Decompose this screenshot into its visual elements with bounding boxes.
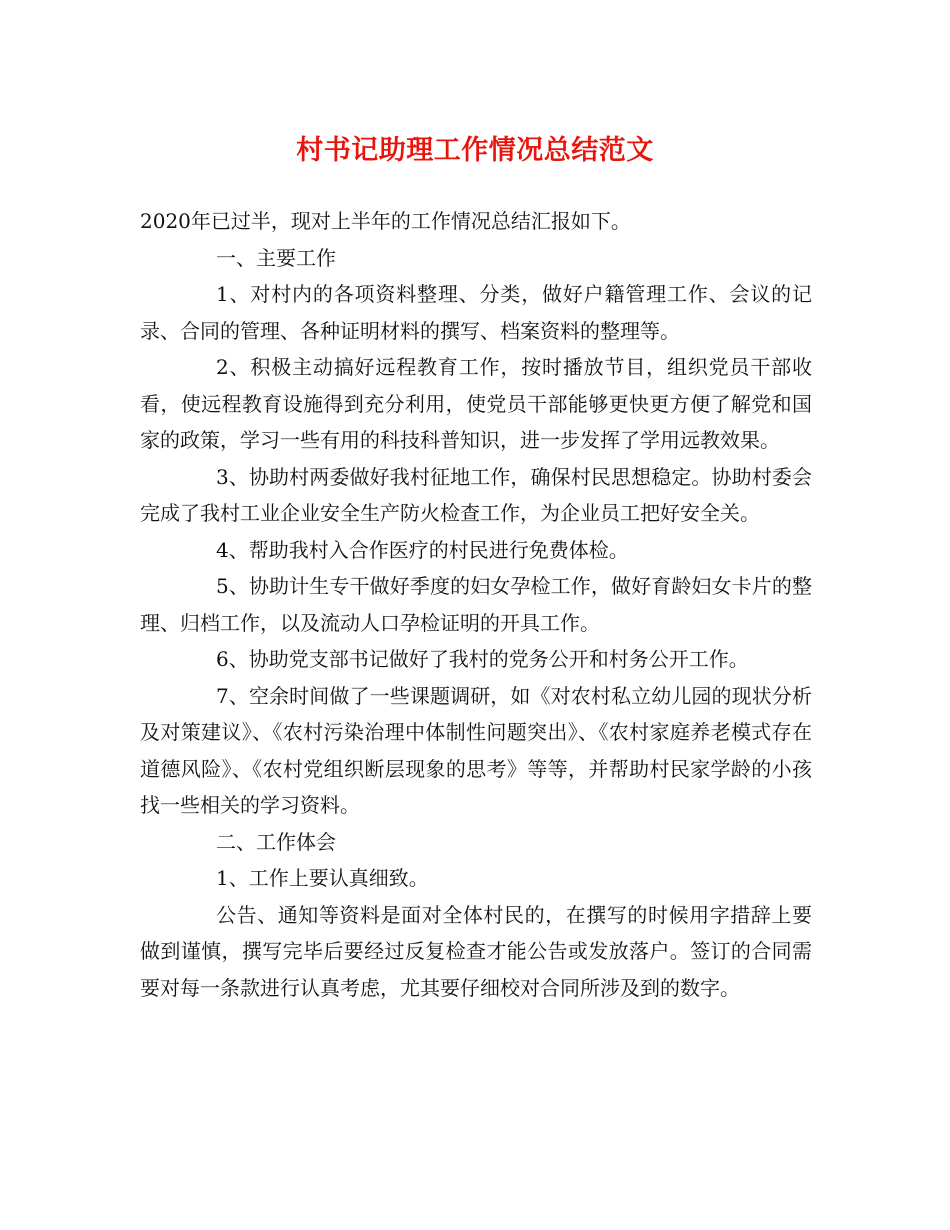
work-item-3: 3、协助村两委做好我村征地工作，确保村民思想稳定。协助村委会完成了我村工业企业安全生产防火检查工作，为企业员工把好安全关。 (140, 464, 812, 525)
work-item-6: 6、协助党支部书记做好了我村的党务公开和村务公开工作。 (216, 647, 749, 671)
section-heading-main-work: 一、主要工作 (216, 245, 336, 270)
document-body (140, 203, 812, 1006)
experience-paragraph: 公告、通知等资料是面对全体村民的，在撰写的时候用字措辞上要做到谨慎，撰写完毕后要经过反复检查才能公告或发放落户。签订的合同需要对每一条款进行认真考虑，尤其要仔细校对合同所涉及到的数字。 (140, 902, 812, 1000)
document-title: 村书记助理工作情况总结范文 (296, 135, 654, 166)
work-item-5: 5、协助计生专干做好季度的妇女孕检工作，做好育龄妇女卡片的整理、归档工作，以及流动人口孕检证明的开具工作。 (140, 574, 812, 635)
work-item-1: 1、对村内的各项资料整理、分类，做好户籍管理工作、会议的记录、合同的管理、各种证明材料的撰写、档案资料的整理等。 (140, 282, 812, 343)
work-item-4: 4、帮助我村入合作医疗的村民进行免费体检。 (216, 537, 629, 562)
intro-paragraph: 2020年已过半，现对上半年的工作情况总结汇报如下。 (140, 209, 631, 233)
experience-item-1: 1、工作上要认真细致。 (216, 866, 429, 890)
work-item-7: 7、空余时间做了一些课题调研，如《对农村私立幼儿园的现状分析及对策建议》、《农村污染治理中体制性问题突出》、《农村家庭养老模式存在道德风险》、《农村党组织断层现象的思考》等等，并帮助村民家学龄的小孩找一些相关的学习资料。 (140, 683, 812, 817)
section-heading-experience: 二、工作体会 (216, 829, 336, 854)
work-item-2: 2、积极主动搞好远程教育工作，按时播放节目，组织党员干部收看，使远程教育设施得到充分利用，使党员干部能够更快更方便了解党和国家的政策，学习一些有用的科技科普知识，进一步发挥了学用远教效果。 (140, 355, 812, 452)
